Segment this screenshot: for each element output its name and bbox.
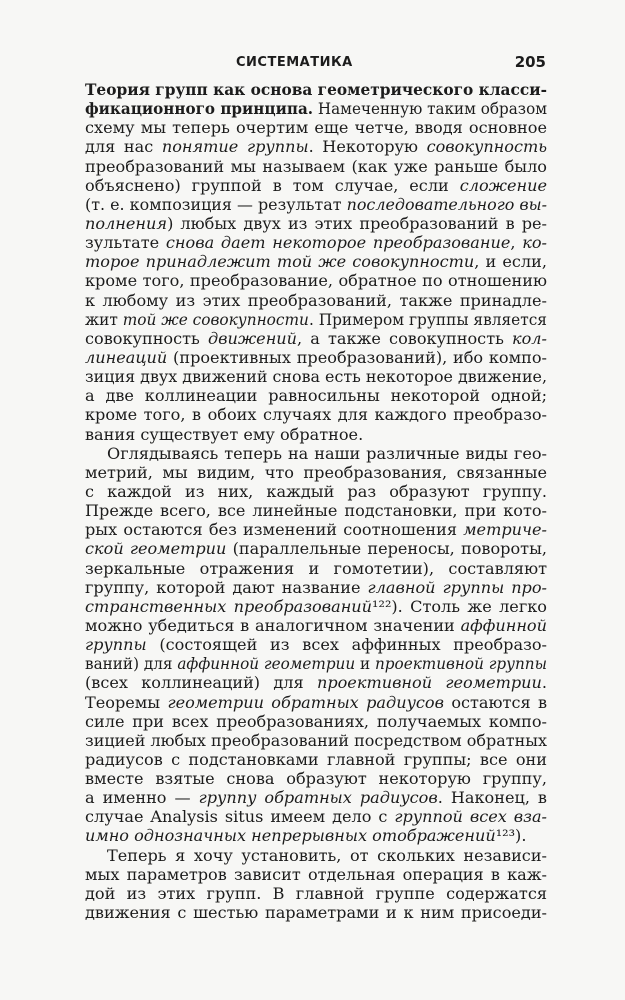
text-line [85, 501, 547, 520]
text-run: ваний) для [85, 654, 178, 674]
text-line [85, 118, 547, 137]
text-line [85, 463, 547, 482]
text-line [85, 635, 547, 654]
bold-text: Теория групп как основа геометрического класси- [85, 80, 547, 99]
text-line [85, 712, 547, 731]
italic-text: линеаций [85, 347, 168, 367]
italic-text: торое принадлежит той же совокупности [85, 252, 475, 272]
text-run: , а также совокупность [297, 328, 512, 348]
italic-text: ской геометрии [85, 539, 227, 559]
italic-text: главной группы про- [367, 577, 547, 597]
italic-text: проективной группы [375, 654, 548, 674]
text-run: . Наконец, в [437, 788, 547, 808]
italic-text: аффинной геометрии [177, 654, 356, 674]
text-line [85, 137, 547, 156]
text-run: мых параметров зависит отдельная операция в каж- [85, 864, 547, 884]
text-run: вместе взятые снова образуют некоторую группу, [85, 769, 547, 789]
page-header [86, 48, 546, 78]
text-run: Теоремы [85, 692, 168, 712]
text-run: рых остаются без изменений соотношения [85, 520, 464, 540]
text-run: для нас [85, 137, 162, 157]
text-line [85, 826, 547, 845]
text-run: ¹²³). [495, 826, 527, 846]
italic-text: ко- [522, 233, 547, 253]
italic-text: понятие группы [161, 137, 309, 157]
text-line [85, 597, 547, 616]
text-line [85, 214, 547, 233]
text-run: Намеченную таким образом [313, 99, 548, 119]
text-line [85, 539, 547, 558]
text-line [85, 444, 547, 463]
bold-text: фикационного принципа. [85, 99, 314, 119]
text-line [85, 846, 547, 865]
text-run: остаются в [443, 692, 548, 712]
text-run: , и если, [474, 252, 547, 272]
text-line [85, 405, 547, 424]
text-run: Прежде всего, все линейные подстановки, при кото- [85, 501, 547, 521]
page-number: 205 [514, 53, 546, 71]
italic-text: последовательного вы- [346, 194, 548, 214]
text-line [85, 271, 547, 290]
italic-text: аффинной [460, 615, 547, 635]
text-run: радиусов с подстановками главной группы; все они [85, 749, 547, 769]
text-run: Оглядываясь теперь на наши различные виды гео- [107, 443, 547, 463]
text-run: ) любых двух из этих преобразований в ре- [167, 213, 547, 233]
text-line [85, 750, 547, 769]
text-run: вания существует ему обратное. [85, 424, 364, 444]
text-run: объяснено) группой в том случае, если [85, 175, 460, 195]
text-line [85, 578, 547, 597]
italic-text: снова дает некоторое преобразование [165, 233, 511, 253]
text-line [85, 176, 547, 195]
text-run: можно убедиться в аналогичном значении [85, 615, 461, 635]
text-line [85, 903, 547, 922]
italic-text: группы [85, 635, 147, 655]
italic-text: совокупность [426, 137, 548, 157]
text-line [85, 769, 547, 788]
italic-text: кол- [512, 328, 547, 348]
text-run: движения с шестью параметрами и к ним присоеди- [85, 903, 547, 923]
text-line [85, 252, 547, 271]
italic-text: той же совокупности [122, 309, 309, 329]
text-line [85, 309, 547, 329]
text-line [85, 425, 547, 444]
text-run: . Примером группы является [308, 309, 547, 329]
text-run: . [541, 673, 548, 693]
text-run: к любому из этих преобразований, также принадле- [85, 290, 547, 310]
text-run: с каждой из них, каждый раз образуют группу. [85, 481, 547, 501]
italic-text: группу обратных радиусов [198, 788, 438, 808]
text-run: (проективных преобразований), ибо компо- [167, 347, 547, 367]
italic-text: движений [207, 328, 298, 348]
italic-text: проективной геометрии [316, 673, 542, 693]
text-line [85, 884, 547, 903]
text-line [85, 386, 547, 405]
italic-text: сложение [459, 175, 547, 195]
text-line [85, 348, 547, 367]
text-run: зиция двух движений снова есть некоторое движение, [85, 367, 548, 387]
text-line [85, 788, 547, 807]
text-line [85, 730, 547, 750]
text-run: ¹²²). Столь же легко [372, 596, 547, 616]
text-line [85, 80, 547, 99]
text-line [85, 482, 547, 501]
text-run: (состоящей из всех аффинных преобразо- [146, 635, 547, 655]
text-line [85, 865, 547, 884]
italic-text: геометрии обратных радиусов [167, 692, 444, 712]
text-run: метрий, мы видим, что преобразования, связанные [85, 462, 547, 482]
text-line [85, 291, 547, 310]
text-run: совокупность [85, 328, 208, 348]
text-run: схему мы теперь очертим еще четче, вводя основное [85, 118, 547, 138]
italic-text: метриче- [463, 520, 547, 540]
text-run: зультате [85, 233, 166, 253]
text-run: а именно — [85, 788, 199, 808]
text-line [85, 520, 547, 539]
text-run: зеркальные отражения и гомотетии), составляют [85, 558, 547, 578]
text-line [85, 693, 547, 712]
text-run: дой из этих групп. В главной группе содержатся [85, 883, 547, 903]
text-line [85, 329, 547, 348]
text-run: и [355, 654, 376, 674]
text-line [85, 99, 548, 119]
text-line [85, 194, 548, 214]
text-run: . Некоторую [308, 137, 427, 157]
text-run: (параллельные переносы, повороты, [226, 539, 547, 559]
text-line [85, 673, 547, 692]
text-run: случае Analysis situs имеем дело с [85, 807, 395, 827]
italic-text: странственных преобразований [85, 596, 373, 616]
text-run: а две коллинеации равносильны некоторой одной; [85, 386, 547, 406]
text-run: жит [85, 309, 123, 329]
italic-text: группой всех вза- [394, 807, 547, 827]
text-run: , [510, 233, 523, 253]
text-line [85, 367, 548, 387]
text-run: (всех коллинеаций) для [85, 673, 317, 693]
text-line [85, 654, 548, 674]
text-run: преобразований мы называем (как уже раньше было [85, 156, 547, 176]
text-line [85, 616, 547, 635]
body-text [85, 80, 547, 922]
text-run: (т. е. композиция — результат [85, 194, 347, 214]
text-line [85, 559, 547, 578]
text-run: силе при всех преобразованиях, получаемых компо- [85, 711, 547, 731]
text-run: группу, которой дают название [85, 577, 368, 597]
text-line [85, 233, 547, 252]
italic-text: полнения [85, 213, 168, 233]
text-run: кроме того, преобразование, обратное по отношению [85, 271, 547, 291]
italic-text: имно однозначных непрерывных отображений [85, 826, 496, 846]
text-run: Теперь я хочу установить, от скольких независи- [107, 845, 547, 865]
running-title: СИСТЕМАТИКА [236, 55, 353, 70]
text-run: кроме того, в обоих случаях для каждого преобразо- [85, 405, 547, 425]
text-line [85, 157, 547, 176]
text-run: зицией любых преобразований посредством обратных [85, 730, 547, 750]
text-line [85, 807, 547, 826]
